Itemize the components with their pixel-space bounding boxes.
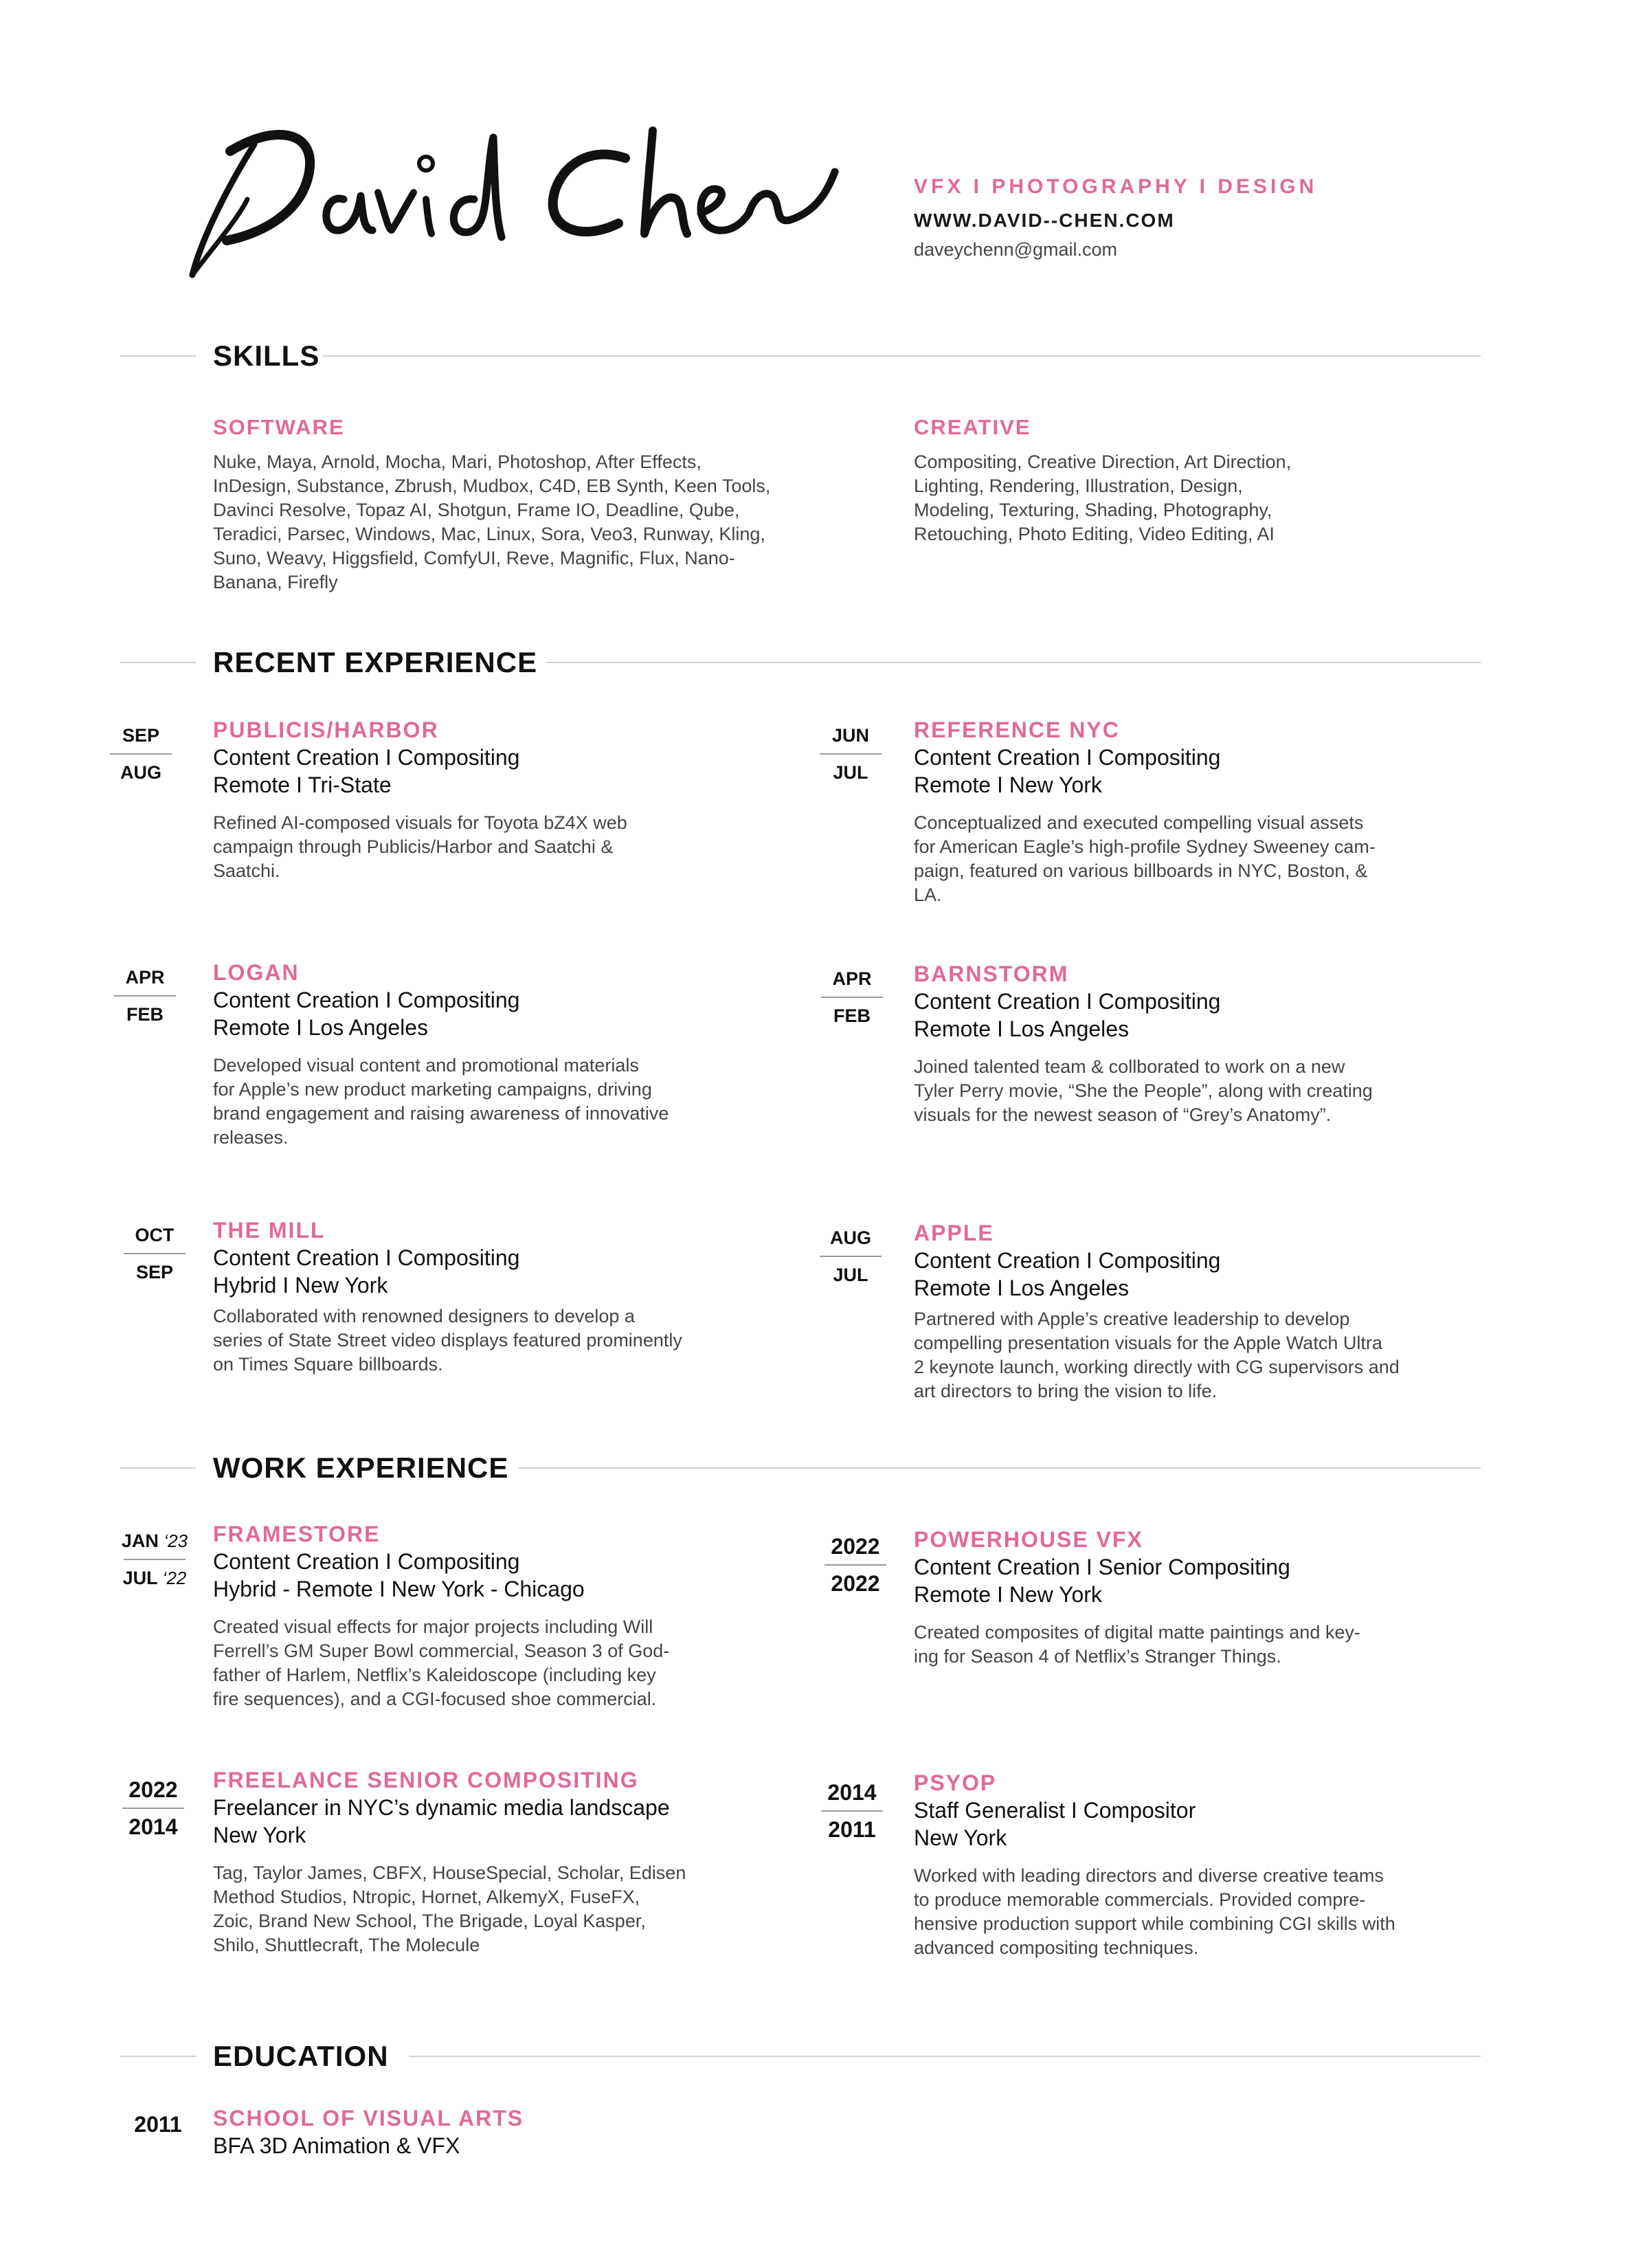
date-range: 2014 2011 [811, 1780, 893, 1842]
location: Remote I New York [914, 1582, 1102, 1607]
company-name: FRAMESTORE [213, 1522, 381, 1546]
software-list: Nuke, Maya, Arnold, Mocha, Mari, Photoshop, After Effects, InDesign, Substance, Zbrush, Mudbox, C4D, EB Synth, Keen Tools, Davinci Resolve, Topaz AI, Shotgun, Frame IO, Deadline, Qube, Teradici, Parsec, Windows, Mac, Linux, Sora, Veo3, Runway, Kling, Suno, Weavy, Higgsfield, ComfyUI, Reve, Magnific, Flux, Nano- Banana, Firefly [213, 452, 771, 592]
section-rule [120, 355, 196, 357]
location: Remote I Los Angeles [914, 1016, 1130, 1041]
company-name: THE MILL [213, 1218, 326, 1243]
signature-image [172, 96, 845, 296]
description: Joined talented team & collborated to work on a new Tyler Perry movie, “She the People”, along with creating visuals for the newest season of “Grey’s Anatomy”. [914, 1056, 1373, 1125]
section-rule [519, 1467, 1481, 1469]
role: Content Creation I Compositing [213, 1549, 520, 1574]
section-rule [120, 1467, 196, 1469]
location: Remote I Tri-State [213, 772, 392, 797]
date-range: 2022 2014 [112, 1777, 194, 1839]
company-name: FREELANCE SENIOR COMPOSITING [213, 1768, 639, 1792]
role: Content Creation I Compositing [914, 745, 1221, 770]
section-rule [120, 2056, 196, 2057]
email-link[interactable]: daveychenn@gmail.com [914, 239, 1118, 260]
recent-experience-title: RECENT EXPERIENCE [213, 646, 538, 678]
company-name: LOGAN [213, 960, 300, 985]
date-range: SEP AUG [100, 723, 182, 785]
section-rule [546, 662, 1481, 663]
description: Refined AI-composed visuals for Toyota bZ4X web campaign through Publicis/Harbor and Saatchi & Saatchi. [213, 812, 627, 881]
creative-list: Compositing, Creative Direction, Art Direction, Lighting, Rendering, Illustration, Design, Modeling, Texturing, Shading, Photography, Retouching, Photo Editing, Video Editing, AI [914, 452, 1292, 544]
experience-entry [914, 960, 1505, 1127]
experience-entry [914, 1219, 1505, 1403]
website-link[interactable]: WWW.DAVID--CHEN.COM [914, 210, 1175, 231]
date-range: APR FEB [811, 966, 893, 1028]
description: Collaborated with renowned designers to develop a series of State Street video displays featured prominently on Times Square billboards. [213, 1306, 682, 1375]
location: Hybrid - Remote I New York - Chicago [213, 1577, 585, 1601]
company-name: REFERENCE NYC [914, 718, 1120, 742]
company-name: PSYOP [914, 1770, 997, 1795]
description: Created visual effects for major projects including Will Ferrell’s GM Super Bowl commercial, Season 3 of God- father of Harlem, Netflix’s Kaleidoscope (including key fire sequences), and a CGI-focused shoe commercial. [213, 1616, 670, 1709]
experience-entry [914, 1769, 1505, 1960]
date-range: 2022 2022 [814, 1534, 897, 1596]
role: Content Creation I Compositing [914, 1248, 1221, 1273]
degree: BFA 3D Animation & VFX [213, 2133, 460, 2158]
education-year: 2011 [134, 2112, 182, 2137]
role: Staff Generalist I Compositor [914, 1798, 1196, 1823]
experience-entry [213, 1216, 804, 1377]
experience-entry [213, 1766, 804, 1957]
creative-heading: CREATIVE [914, 415, 1031, 439]
role: Content Creation I Compositing [914, 989, 1221, 1014]
company-name: POWERHOUSE VFX [914, 1527, 1143, 1552]
skills-title: SKILLS [213, 340, 320, 372]
education-title: EDUCATION [213, 2040, 389, 2072]
description: Conceptualized and executed compelling visual assets for American Eagle’s high-profile Sydney Sweeney cam- paign, featured on various billboards in NYC, Boston, & LA. [914, 812, 1376, 905]
date-range: JAN ‘23 JUL ‘22 [121, 1531, 188, 1588]
location: Remote I Los Angeles [914, 1276, 1130, 1300]
experience-entry [914, 1526, 1505, 1669]
description: Created composites of digital matte paintings and key- ing for Season 4 of Netflix’s Stranger Things. [914, 1622, 1360, 1667]
company-name: BARNSTORM [914, 961, 1069, 986]
description: Partnered with Apple’s creative leadership to develop compelling presentation visuals for the Apple Watch Ultra 2 keynote launch, working directly with CG supervisors and art directors to bring the vision to life. [914, 1309, 1400, 1401]
company-name: PUBLICIS/HARBOR [213, 718, 439, 742]
section-rule [323, 355, 1481, 357]
location: Remote I Los Angeles [213, 1015, 429, 1040]
location: New York [213, 1823, 306, 1847]
software-heading: SOFTWARE [213, 415, 345, 439]
role: Content Creation I Compositing [213, 988, 520, 1012]
description: Developed visual content and promotional materials for Apple’s new product marketing campaigns, driving brand engagement and raising awareness of innovative releases. [213, 1055, 669, 1148]
section-rule [409, 2056, 1481, 2057]
date-range: JUN JUL [809, 723, 892, 785]
role: Freelancer in NYC’s dynamic media landscape [213, 1795, 670, 1820]
role: Content Creation I Compositing [213, 1245, 520, 1270]
date-range: OCT SEP [113, 1223, 196, 1285]
location: Hybrid I New York [213, 1273, 388, 1298]
education-entry [213, 2104, 804, 2159]
experience-entry [213, 959, 804, 1150]
work-experience-title: WORK EXPERIENCE [213, 1452, 509, 1484]
experience-entry [213, 1520, 804, 1711]
description: Worked with leading directors and diverse creative teams to produce memorable commercials. Provided compre- hensive production support while combining CGI skills with advanced compositing techniques. [914, 1865, 1395, 1958]
description: Tag, Taylor James, CBFX, HouseSpecial, Scholar, Edisen Method Studios, Ntropic, Hornet, AlkemyX, FuseFX, Zoic, Brand New School, The Brigade, Loyal Kasper, Shilo, Shuttlecraft, The Molecule [213, 1863, 686, 1955]
location: Remote I New York [914, 772, 1102, 797]
experience-entry [213, 716, 804, 883]
company-name: APPLE [914, 1221, 994, 1245]
role: Content Creation I Senior Compositing [914, 1555, 1290, 1579]
date-range: APR FEB [104, 965, 186, 1027]
role: Content Creation I Compositing [213, 745, 520, 770]
date-range: AUG JUL [809, 1225, 892, 1287]
school-name: SCHOOL OF VISUAL ARTS [213, 2106, 524, 2131]
section-rule [120, 662, 196, 663]
experience-entry [914, 716, 1505, 907]
location: New York [914, 1825, 1007, 1850]
tagline: VFX I PHOTOGRAPHY I DESIGN [914, 175, 1318, 198]
